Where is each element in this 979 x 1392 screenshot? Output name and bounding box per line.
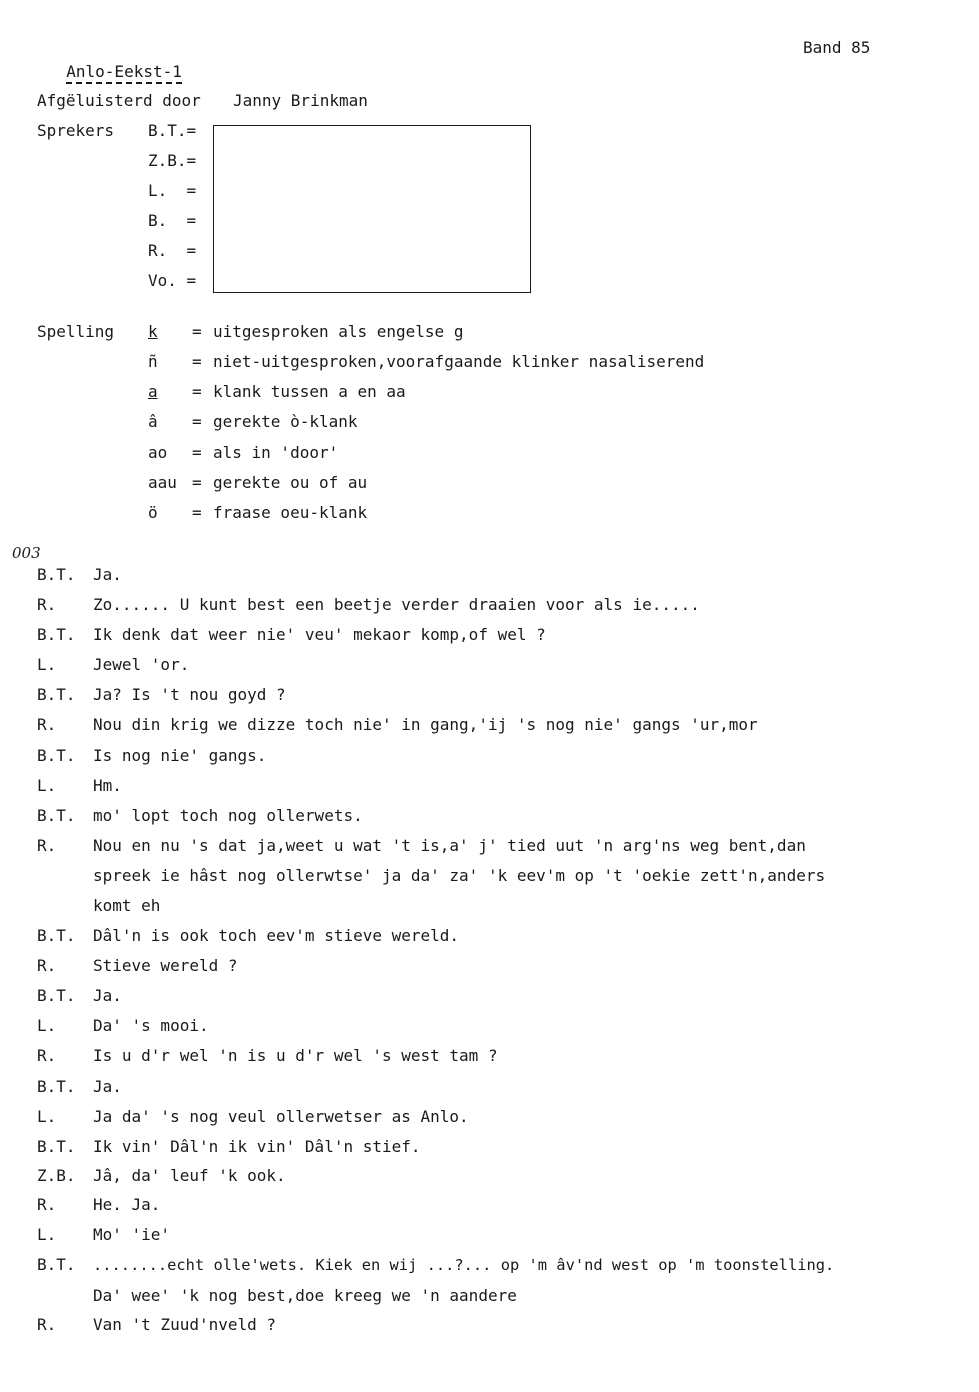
utterance: Hm. xyxy=(93,776,122,795)
dialogue-line xyxy=(0,565,979,585)
speaker-code: R. = xyxy=(148,241,197,260)
speaker-code: B.T. xyxy=(37,926,76,945)
dialogue-line xyxy=(0,1016,979,1036)
utterance: Nou en nu 's dat ja,weet u wat 't is,a' j' tied uut 'n arg'ns weg bent,dan xyxy=(93,836,806,855)
spelling-description: niet-uitgesproken,voorafgaande klinker nasaliserend xyxy=(213,352,705,371)
utterance: komt eh xyxy=(93,896,161,915)
utterance: Stieve wereld ? xyxy=(93,956,238,975)
speaker-code: R. xyxy=(37,715,57,734)
speaker-code: R. xyxy=(37,1195,57,1214)
utterance: Mo' 'ie' xyxy=(93,1225,171,1244)
speaker-code: B.T. xyxy=(37,625,76,644)
speaker-code: L. xyxy=(37,655,57,674)
band-number: Band 85 xyxy=(803,38,871,57)
utterance: Ja? Is 't nou goyd ? xyxy=(93,685,286,704)
spelling-label: Spelling xyxy=(37,322,115,341)
spelling-equals: = xyxy=(192,352,202,371)
utterance: Jewel 'or. xyxy=(93,655,190,674)
speaker-code: B. = xyxy=(148,211,197,230)
speaker-code: Z.B.= xyxy=(148,151,197,170)
dialogue-line xyxy=(0,1046,979,1066)
spelling-description: gerekte ò-klank xyxy=(213,412,358,431)
spelling-description: klank tussen a en aa xyxy=(213,382,406,401)
spelling-symbol: k xyxy=(148,322,158,341)
speaker-code: R. xyxy=(37,595,57,614)
dialogue-line xyxy=(0,1286,979,1306)
spelling-description: als in 'door' xyxy=(213,443,339,462)
utterance: Ja. xyxy=(93,565,122,584)
dialogue-line xyxy=(0,866,979,886)
utterance: Ja da' 's nog veul ollerwetser as Anlo. xyxy=(93,1107,469,1126)
dialogue-line xyxy=(0,685,979,705)
utterance: Ik vin' Dâl'n ik vin' Dâl'n stief. xyxy=(93,1137,421,1156)
utterance: spreek ie hâst nog ollerwtse' ja da' za' 'k eev'm op 't 'oekie zett'n,anders xyxy=(93,866,826,885)
utterance: He. Ja. xyxy=(93,1195,161,1214)
dialogue-line xyxy=(0,986,979,1006)
speaker-code: B.T.= xyxy=(148,121,197,140)
dialogue-line xyxy=(0,776,979,796)
dialogue-line xyxy=(0,836,979,856)
dialogue-line xyxy=(0,806,979,826)
document-title: Anlo-Eekst-1 xyxy=(47,42,182,82)
speaker-code: B.T. xyxy=(37,1255,76,1274)
speaker-code: B.T. xyxy=(37,806,76,825)
spelling-symbol: ao xyxy=(148,443,168,462)
dialogue-line xyxy=(0,1255,979,1275)
speaker-code: L. = xyxy=(148,181,197,200)
speaker-code: L. xyxy=(37,1107,57,1126)
utterance: Is nog nie' gangs. xyxy=(93,746,267,765)
dialogue-line xyxy=(0,1225,979,1245)
dialogue-line xyxy=(0,1137,979,1157)
speaker-code: R. xyxy=(37,1315,57,1334)
dialogue-line xyxy=(0,1107,979,1127)
utterance: Ja. xyxy=(93,1077,122,1096)
speakers-label: Sprekers xyxy=(37,121,115,140)
speaker-code: R. xyxy=(37,836,57,855)
utterance: Is u d'r wel 'n is u d'r wel 's west tam ? xyxy=(93,1046,498,1065)
spelling-description: uitgesproken als engelse g xyxy=(213,322,464,341)
speaker-code: L. xyxy=(37,776,57,795)
spelling-equals: = xyxy=(192,382,202,401)
utterance: Da' 's mooi. xyxy=(93,1016,209,1035)
dialogue-line xyxy=(0,625,979,645)
speaker-code: L. xyxy=(37,1225,57,1244)
spelling-equals: = xyxy=(192,503,202,522)
dialogue-line xyxy=(0,1077,979,1097)
utterance: Jâ, da' leuf 'k ook. xyxy=(93,1166,286,1185)
listened-by-name: Janny Brinkman xyxy=(233,91,368,110)
utterance: Ik denk dat weer nie' veu' mekaor komp,of wel ? xyxy=(93,625,546,644)
speaker-code: B.T. xyxy=(37,986,76,1005)
speaker-code: L. xyxy=(37,1016,57,1035)
speaker-code: R. xyxy=(37,956,57,975)
utterance: Nou din krig we dizze toch nie' in gang,'ij 's nog nie' gangs 'ur,mor xyxy=(93,715,758,734)
utterance: Zo...... U kunt best een beetje verder draaien voor als ie..... xyxy=(93,595,700,614)
spelling-equals: = xyxy=(192,443,202,462)
dialogue-line xyxy=(0,595,979,615)
utterance: Dâl'n is ook toch eev'm stieve wereld. xyxy=(93,926,460,945)
spelling-symbol: aau xyxy=(148,473,177,492)
speaker-code: R. xyxy=(37,1046,57,1065)
dialogue-line xyxy=(0,926,979,946)
spelling-equals: = xyxy=(192,322,202,341)
spelling-symbol: ñ xyxy=(148,352,158,371)
listened-by-label: Afgëluisterd door xyxy=(37,91,201,110)
utterance: Da' wee' 'k nog best,doe kreeg we 'n aandere xyxy=(93,1286,517,1305)
dialogue-line xyxy=(0,1315,979,1335)
dialogue-line xyxy=(0,655,979,675)
speaker-names-box xyxy=(213,125,531,293)
spelling-equals: = xyxy=(192,473,202,492)
speaker-code: B.T. xyxy=(37,685,76,704)
speaker-code: Vo. = xyxy=(148,271,197,290)
dialogue-line xyxy=(0,715,979,735)
spelling-description: fraase oeu-klank xyxy=(213,503,368,522)
dialogue-line xyxy=(0,956,979,976)
speaker-code: B.T. xyxy=(37,565,76,584)
spelling-symbol: ö xyxy=(148,503,158,522)
dialogue-line xyxy=(0,746,979,766)
spelling-symbol: â xyxy=(148,412,158,431)
margin-note: 003 xyxy=(12,544,41,562)
speaker-code: B.T. xyxy=(37,746,76,765)
dialogue-line xyxy=(0,896,979,916)
dialogue-line xyxy=(0,1195,979,1215)
utterance: mo' lopt toch nog ollerwets. xyxy=(93,806,363,825)
speaker-code: B.T. xyxy=(37,1077,76,1096)
dialogue-line xyxy=(0,1166,979,1186)
utterance: Ja. xyxy=(93,986,122,1005)
spelling-symbol: a xyxy=(148,382,158,401)
utterance: Van 't Zuud'nveld ? xyxy=(93,1315,277,1334)
utterance: ........echt olle'wets. Kiek en wij ...?... op 'm âv'nd west op 'm toonstelling. xyxy=(93,1256,835,1274)
spelling-description: gerekte ou of au xyxy=(213,473,368,492)
spelling-equals: = xyxy=(192,412,202,431)
speaker-code: B.T. xyxy=(37,1137,76,1156)
speaker-code: Z.B. xyxy=(37,1166,76,1185)
